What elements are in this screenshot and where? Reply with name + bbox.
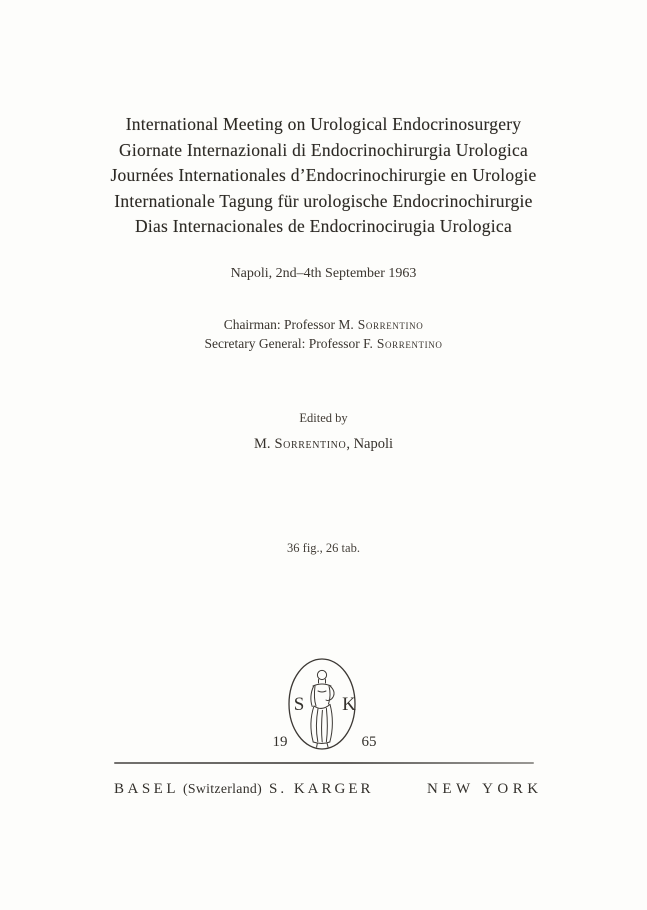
title-line-spanish: Dias Internacionales de Endocrinocirugia Urologica [135, 216, 512, 236]
title-line-english: International Meeting on Urological Endocrinosurgery [125, 114, 522, 134]
imprint-basel-city: BASEL [114, 781, 180, 797]
title-line-italian: Giornate Internazionali di Endocrinochirurgia Urologica [119, 139, 528, 160]
aesculapius-figure-icon [311, 670, 334, 747]
editor-suffix: , Napoli [346, 436, 394, 452]
chairman-prefix: Chairman: Professor M. [223, 317, 354, 332]
imprint-publisher: S. KARGER [269, 781, 374, 797]
seal-year-left: 19 [272, 734, 288, 750]
secretary-line [0, 335, 647, 354]
imprint-basel-country: (Switzerland) [183, 781, 263, 796]
title-line-french: Journées Internationales d’Endocrinochirurgie en Urologie [110, 165, 537, 185]
publisher-seal [258, 656, 388, 756]
editor-initials: M. [253, 436, 271, 452]
chairman-line [0, 316, 647, 335]
figures-note: 36 fig., 26 tab. [287, 541, 360, 555]
secretary-name: Sorrentino [376, 335, 443, 351]
divider-rule [114, 762, 534, 764]
imprint-basel [114, 781, 262, 798]
editor-name: Sorrentino [274, 436, 347, 452]
officials-block [0, 316, 647, 353]
imprint-newyork: NEW YORK [427, 781, 543, 797]
seal-letter-s: S [293, 694, 305, 715]
editor-line [0, 436, 647, 453]
title-block [0, 112, 647, 240]
secretary-prefix: Secretary General: Professor F. [204, 335, 373, 351]
seal-letter-k: K [342, 694, 356, 715]
title-line-german: Internationale Tagung für urologische Endocrinochirurgie [114, 190, 533, 211]
event-date: Napoli, 2nd–4th September 1963 [230, 266, 417, 281]
edited-by-label: Edited by [299, 411, 348, 425]
seal-year-right: 65 [361, 734, 377, 750]
chairman-name: Sorrentino [357, 317, 424, 332]
